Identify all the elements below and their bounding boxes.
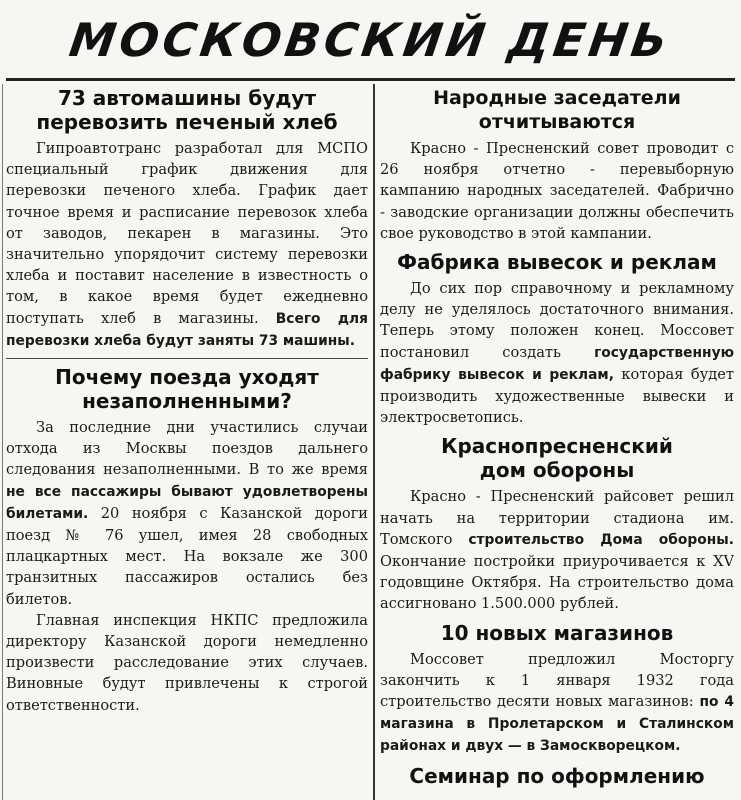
article-headline: 73 автомашины будут перевозить печеный хлеб (36, 86, 338, 134)
article-body (6, 417, 368, 610)
body-bold-text: Всего для перевозки хлеба будут заняты 73 машины. (6, 310, 368, 349)
body-text: Окончание постройки приурочивается к XV годовщине Октября. На строительство дома ассигновано 1.500.000 рублей. (380, 553, 734, 613)
body-bold-text: не все пассажиры бывают удовлетворены билетами. (6, 483, 368, 522)
article-headline: Фабрика вывесок и реклам (397, 250, 717, 275)
article-headline: Семинар по оформлению (409, 763, 705, 788)
masthead-rule (6, 78, 735, 81)
body-bold-text: строительство Дома обороны. (468, 531, 734, 548)
body-text: 20 ноября с Казанской дороги поезд № 76 ушел, имея 28 свободных плацкартных мест. На вокзале же 300 транзитных пассажиров остались без билетов. (6, 504, 368, 608)
column-divider (373, 84, 375, 800)
article-assessors (380, 86, 734, 244)
article-body (380, 486, 734, 614)
article-body: Красно - Пресненский совет проводит с 26 ноября отчетно - перевыборную кампанию народных заседателей. Фабрично - заводские организации должны обеспечить свое руководство в этой кампании. (380, 140, 734, 242)
article-defense-house (380, 434, 734, 614)
body-bold-text: по 4 магазина в Пролетарском и Сталинском районах и двух — в Замоскворецком. (380, 694, 734, 755)
masthead (0, 4, 741, 76)
body-text: Моссовет предложил Мосторгу закончить к 1 января 1932 года строительство десяти новых магазинов: (380, 650, 734, 711)
article-seminar (380, 764, 734, 788)
article-signs-factory (380, 250, 734, 428)
body-text: За последние дни участились случаи отхода из Москвы поездов дальнего следования незаполненными. В то же время (6, 419, 368, 479)
article-headline: Почему поезда уходят незаполненными? (55, 365, 319, 414)
article-headline: 10 новых магазинов (440, 620, 674, 645)
article-headline: Народные заседатели отчитываются (433, 87, 681, 133)
right-column (380, 84, 734, 800)
body-text: Красно - Пресненский райсовет решил начать на территории стадиона им. Томского (380, 488, 734, 548)
article-new-shops (380, 621, 734, 758)
masthead-title: МОСКОВСКИЙ ДЕНЬ (66, 13, 675, 67)
article-headline: Краснопресненский дом обороны (441, 434, 673, 483)
article-empty-trains (6, 365, 368, 716)
article-bread-transport (6, 86, 368, 352)
article-body: Главная инспекция НКПС предложила директору Казанской дороги немедленно произвести расследование этих случаев. Виновные будут привлечены к строгой ответственности. (6, 611, 368, 714)
left-edge-rule (2, 84, 3, 800)
article-body (6, 138, 368, 352)
article-body (380, 278, 734, 428)
body-text: До сих пор справочному и рекламному делу не уделялось достаточного внимания. Теперь этому положен конец. Моссовет постановил создать (380, 280, 734, 361)
article-body (380, 649, 734, 758)
body-text: Гипроавтотранс разработал для МСПО специальный график движения для перевозки печеного хлеба. График дает точное время и расписание перевозок хлеба от заводов, пекарен в магазины. Это значительно упорядочит систему перевозки хлеба и поставит население в известность о том, в какое время будет ежедневно поступать хлеб в магазины. (6, 140, 368, 327)
article-separator (6, 358, 368, 359)
body-bold-text: государственную фабрику вывесок и реклам, (380, 344, 734, 383)
body-text: которая будет производить художественные вывески и электросветопись. (380, 365, 734, 427)
left-column (6, 84, 368, 800)
